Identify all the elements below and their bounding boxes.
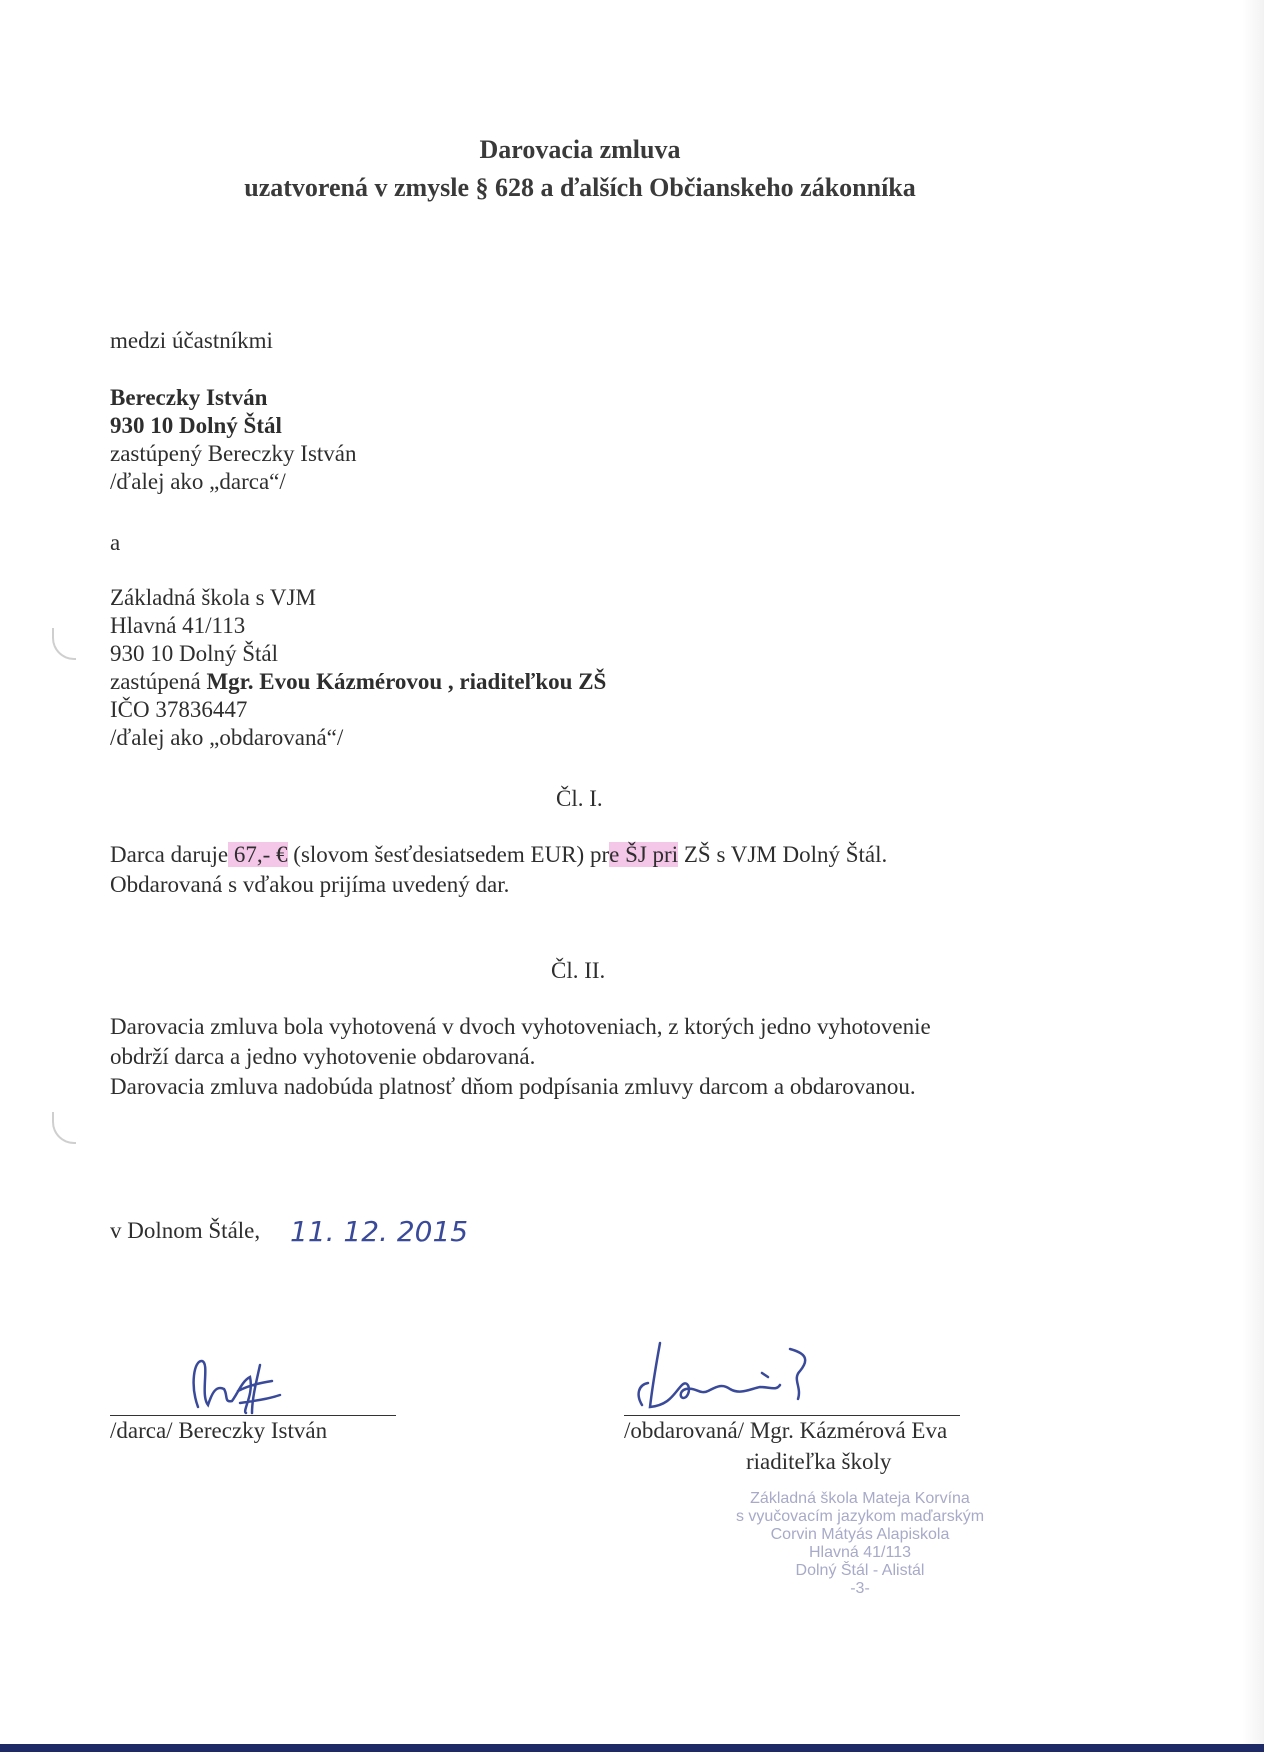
article1-pre: Darca daruje — [110, 842, 229, 867]
handwritten-date — [288, 1207, 469, 1253]
donor-represented: zastúpený Bereczky István — [110, 441, 357, 466]
school-stamp — [700, 1490, 1020, 1598]
donee-alias: /ďalej ako „obdarovaná“/ — [110, 725, 344, 750]
stamp-line: Dolný Štál - Alistál — [795, 1562, 925, 1579]
scan-edge-right — [1242, 0, 1264, 1752]
document-subtitle: uzatvorená v zmysle § 628 a ďalších Občianskeho zákonníka — [244, 173, 916, 202]
scan-edge-bottom — [0, 1744, 1264, 1752]
stamp-line: -3- — [850, 1580, 870, 1597]
conjunction: a — [110, 530, 121, 555]
donor-caption: /darca/ Bereczky István — [110, 1418, 328, 1443]
article2-line2: obdrží darca a jedno vyhotovenie obdarovaná. — [110, 1044, 536, 1069]
parties-intro: medzi účastníkmi — [110, 328, 273, 353]
article2-heading: Čl. II. — [551, 958, 606, 983]
stamp-line: s vyučovacím jazykom maďarským — [735, 1508, 985, 1525]
donee-signature-line — [624, 1415, 960, 1416]
article1-post: ZŠ s VJM Dolný Štál. — [678, 842, 888, 867]
punch-hole-mark — [52, 628, 76, 660]
donation-amount: 67,- € — [228, 842, 288, 867]
article1-mid: (slovom šesťdesiatsedem EUR) pr — [287, 842, 610, 867]
document-title: Darovacia zmluva — [479, 135, 681, 164]
donor-signature — [180, 1355, 300, 1415]
donor-name: Bereczky István — [110, 385, 268, 410]
place-label: v Dolnom Štále, — [110, 1218, 261, 1243]
article1-line2: Obdarovaná s vďakou prijíma uvedený dar. — [110, 872, 510, 897]
donee-represented — [110, 669, 606, 695]
recipient-highlight: e ŠJ pri — [609, 842, 679, 867]
punch-hole-mark — [52, 1112, 76, 1144]
article1-line1 — [110, 842, 887, 868]
donee-street: Hlavná 41/113 — [110, 613, 246, 638]
donee-caption: /obdarovaná/ Mgr. Kázmérová Eva — [624, 1418, 948, 1443]
donee-ico: IČO 37836447 — [110, 697, 248, 722]
donee-representative: Mgr. Evou Kázmérovou , riaditeľkou ZŠ — [206, 669, 607, 694]
donee-role: riaditeľka školy — [746, 1449, 892, 1474]
article2-line1: Darovacia zmluva bola vyhotovená v dvoch vyhotoveniach, z ktorých jedno vyhotovenie — [110, 1014, 931, 1039]
stamp-line: Corvin Mátyás Alapiskola — [770, 1526, 950, 1543]
stamp-line: Hlavná 41/113 — [809, 1544, 911, 1561]
handwritten-date-text: 11. 12. 2015 — [290, 1215, 469, 1248]
donee-name: Základná škola s VJM — [110, 585, 316, 610]
donee-city: 930 10 Dolný Štál — [110, 641, 279, 666]
article1-heading: Čl. I. — [556, 786, 603, 811]
donor-address: 930 10 Dolný Štál — [110, 413, 282, 438]
donee-signature — [630, 1335, 850, 1415]
donor-signature-line — [110, 1415, 396, 1416]
donor-alias: /ďalej ako „darca“/ — [110, 469, 286, 494]
donee-represented-prefix: zastúpená — [110, 669, 207, 694]
stamp-line: Základná škola Mateja Korvína — [750, 1490, 970, 1507]
article2-line3: Darovacia zmluva nadobúda platnosť dňom podpísania zmluvy darcom a obdarovanou. — [110, 1074, 916, 1099]
